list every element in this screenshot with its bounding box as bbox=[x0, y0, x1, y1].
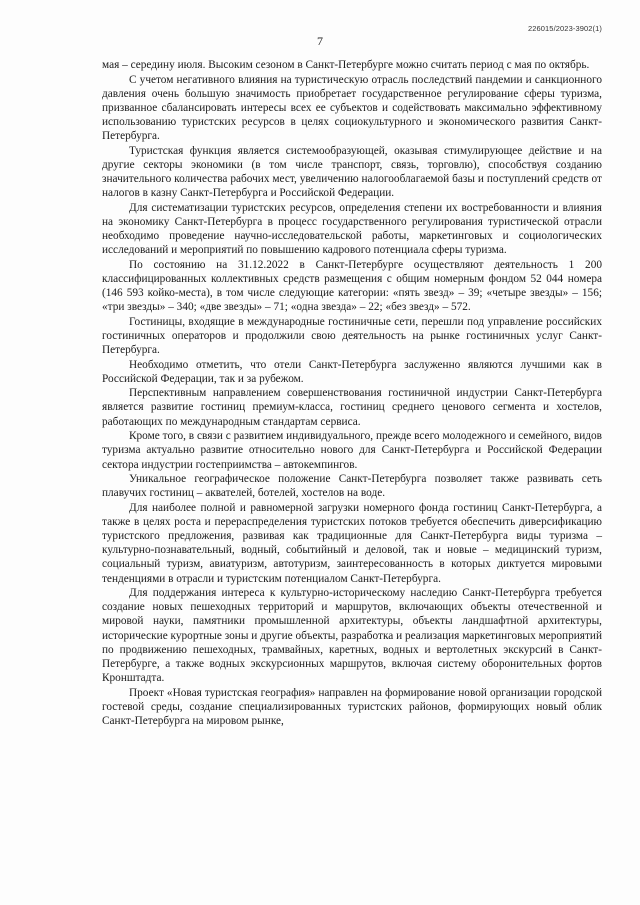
paragraph-4: Для систематизации туристских ресурсов, определения степени их востребованности и влияния на экономику Санкт-Петербурга в процесс государственного регулирования туристической отрасли необходимо проведение научно-исследовательской работы, маркетинговых и социологических исследований и мероприятий по повышению кадрового потенциала сферы туризма. bbox=[102, 201, 602, 257]
paragraph-9: Кроме того, в связи с развитием индивидуального, прежде всего молодежного и семейного, видов туризма актуально развитие относительно нового для Санкт-Петербурга и Российской Федерации сектора индустрии гостеприимства – автокемпингов. bbox=[102, 430, 602, 471]
paragraph-1: мая – середину июля. Высоким сезоном в Санкт-Петербурге можно считать период с мая по октябрь. bbox=[102, 59, 590, 71]
paragraph-7: Необходимо отметить, что отели Санкт-Петербурга заслуженно являются лучшими как в Российской Федерации, так и за рубежом. bbox=[102, 358, 602, 385]
paragraph-8: Перспективным направлением совершенствования гостиничной индустрии Санкт-Петербурга является развитие гостиниц премиум-класса, гостиниц среднего ценового сегмента и хостелов, работающих по международным стандартам сервиса. bbox=[102, 387, 602, 428]
page-body bbox=[102, 58, 602, 728]
paragraph-6: Гостиницы, входящие в международные гостиничные сети, перешли под управление российских гостиничных операторов и продолжили свою деятельность на рынке гостиничных услуг Санкт-Петербурга. bbox=[102, 315, 602, 357]
paragraph-2: С учетом негативного влияния на туристическую отрасль последствий пандемии и санкционного давления очень большую значимость приобретает государственное регулирование сферы туризма, призванное сбалансировать интересы всех ее субъектов и содействовать максимально эффективному использованию туристских ресурсов в целях социокультурного и экономического развития Санкт-Петербурга. bbox=[102, 73, 602, 143]
paragraph-3: Туристская функция является системообразующей, оказывая стимулирующее действие и на другие секторы экономики (в том числе транспорт, связь, торговлю), способствуя созданию значительного количества рабочих мест, увеличению налогооблагаемой базы и поступлений средств от налогов в казну Санкт-Петербурга и Российской Федерации. bbox=[102, 144, 602, 200]
paragraph-13: Проект «Новая туристская география» направлен на формирование новой организации городской гостевой среды, создание специализированных туристских районов, формирующих новый облик Санкт-Петербурга на мировом рынке, bbox=[102, 686, 602, 727]
paragraph-10: Уникальное географическое положение Санкт-Петербурга позволяет также развивать сеть плавучих гостиниц – аквателей, ботелей, хостелов на воде. bbox=[102, 473, 602, 500]
paragraph-12: Для поддержания интереса к культурно-историческому наследию Санкт-Петербурга требуется создание новых пешеходных территорий и маршрутов, включающих объекты отечественной и мировой науки, памятники промышленной архитектуры, объекты ландшафтной архитектуры, исторические курортные зоны и другие объекты, разработка и реализация маркетинговых мероприятий по продвижению пешеходных, трамвайных, каретных, водных и вертолетных экскурсий в Санкт-Петербурге, а также водных экскурсионных маршрутов, включая систему оборонительных фортов Кронштадта. bbox=[102, 587, 602, 685]
paragraph-5: По состоянию на 31.12.2022 в Санкт-Петербурге осуществляют деятельность 1 200 классифицированных коллективных средств размещения с общим номерным фондом 52 044 номера (146 593 койко-места), в том числе следующие категории: «пять звезд» – 39; «четыре звезды» – 156; «три звезды» – 340; «две звезды» – 71; «одна звезда» – 22; «без звезд» – 572. bbox=[102, 258, 602, 314]
document-id: 226015/2023-3902(1) bbox=[527, 24, 602, 33]
page-number: 7 bbox=[317, 34, 323, 48]
paragraph-11: Для наиболее полной и равномерной загрузки номерного фонда гостиниц Санкт-Петербурга, а также в целях роста и перераспределения туристских потоков требуется обеспечить диверсификацию туристского предложения, развивая как традиционные для Санкт-Петербурга виды туризма – культурно-познавательный, водный, событийный и деловой, так и новые – медицинский туризм, социальный туризм, авиатуризм, автотуризм, заинтересованность в которых диктуется мировыми тенденциями в отрасли и туристским потенциалом Санкт-Петербурга. bbox=[102, 501, 602, 585]
